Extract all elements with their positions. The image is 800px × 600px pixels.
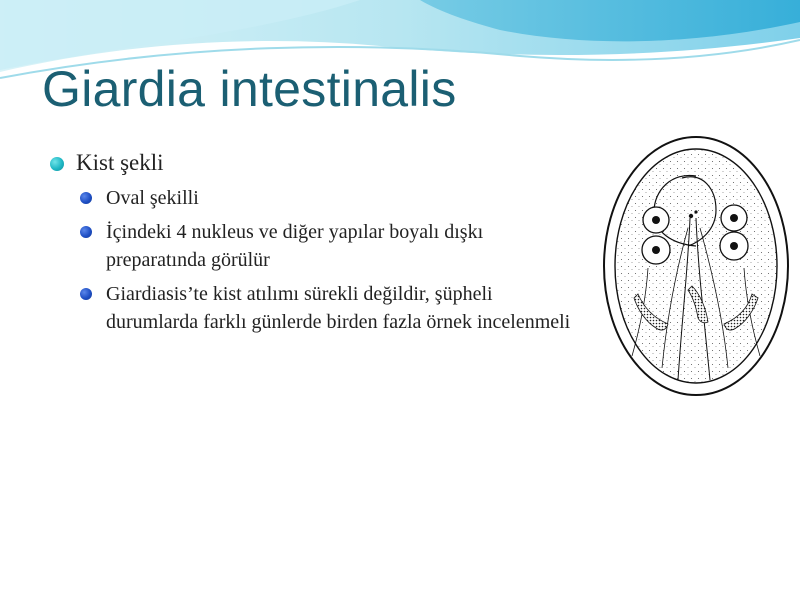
- bullet-kist-sekli: [50, 148, 580, 178]
- sub-bullet-text: Giardiasis’te kist atılımı sürekli değildir, şüpheli durumlarda farklı günlerde birden fazla örnek incelenmeli: [106, 283, 571, 333]
- sub-bullet-text: İçindeki 4 nukleus ve diğer yapılar boyalı dışkı preparatında görülür: [106, 221, 484, 271]
- slide-title: Giardia intestinalis: [42, 61, 457, 117]
- bullet-text: Kist şekli: [76, 150, 164, 175]
- sub-bullet-giardiasis: [78, 280, 580, 336]
- sub-bullet-oval: [78, 184, 580, 212]
- sub-bullet-nukleus: [78, 218, 580, 274]
- bullet-dot-icon: [80, 288, 92, 300]
- bullet-dot-icon: [80, 226, 92, 238]
- sub-bullet-text: Oval şekilli: [106, 187, 199, 209]
- giardia-cyst-illustration: [592, 118, 800, 410]
- bullet-dot-icon: [50, 157, 64, 171]
- bullet-list: [50, 148, 580, 336]
- cyst-drawing-icon: [592, 118, 800, 410]
- bullet-dot-icon: [80, 192, 92, 204]
